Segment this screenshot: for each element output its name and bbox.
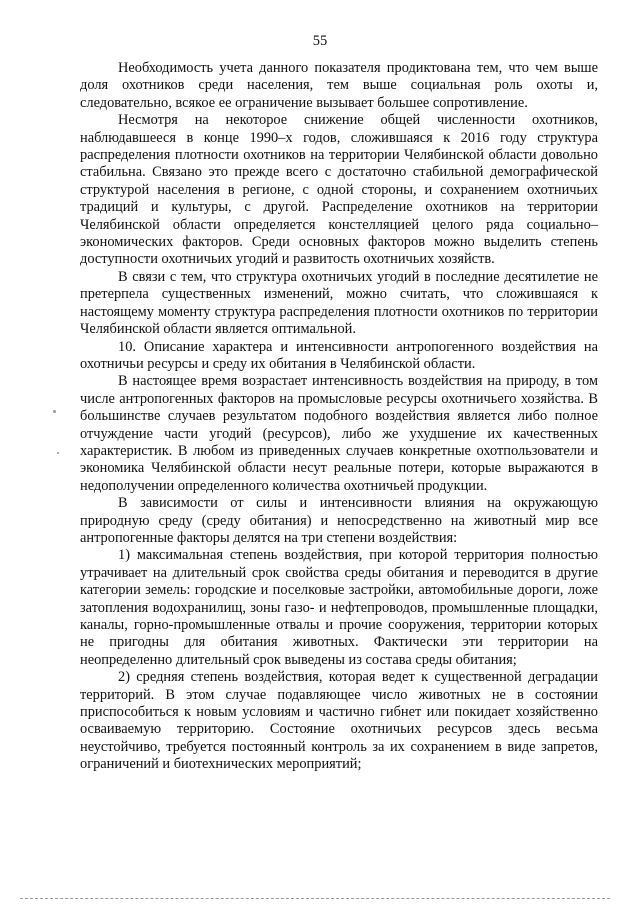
scan-speck [57,452,59,454]
page-number: 55 [312,33,328,49]
page-body [80,60,598,774]
list-item-maximal-impact: 1) максимальная степень воздействия, при которой территория полностью утрачивает на длительный срок свойства среды обитания и переводится в другие категории земель: городские и поселковые застройки, автомобильные дороги, ложе затопления водохранилищ, зоны газо- и нефтепроводов, промышленные площадки, каналы, горно-промышленные отвалы и прочие сооружения, территории которых не пригодны для обитания животных. Фактически эти территории на неопределенно длительный срок выведены из состава среды обитания; [80,547,598,668]
paragraph-hunter-density-structure: Несмотря на некоторое снижение общей численности охотников, наблюдавшееся в конце 1990–х годов, сложившаяся к 2016 году структура распределения плотности охотников на территории Челябинской области довольно стабильна. Связано это прежде всего с достаточно стабильной демографической структурой населения в регионе, с одной стороны, и сохранением охотничьих традиций и культуры, с другой. Распределение охотников на территории Челябинской области определяется констелляцией целого ряда социально–экономических факторов. Среди основных факторов можно выделить степень доступности охотничьих угодий и развитость охотничьих хозяйств. [80,112,598,268]
list-item-medium-impact: 2) средняя степень воздействия, которая ведет к существенной деградации территорий. В этом случае подавляющее число животных не в состоянии приспособиться к новым условиям и частично гибнет или покидает хозяйственно осваиваемую территорию. Состояние охотничьих ресурсов здесь весьма неустойчиво, требуется постоянный контроль за их сохранением в виде запретов, ограничений и биотехнических мероприятий; [80,669,598,773]
paragraph-impact-degrees-intro: В зависимости от силы и интенсивности влияния на окружающую природную среду (среду обитания) и непосредственно на животный мир все антропогенные факторы делятся на три степени воздействия: [80,495,598,546]
section-heading-10: 10. Описание характера и интенсивности антропогенного воздействия на охотничьи ресурсы и среду их обитания в Челябинской области. [80,338,598,372]
scan-speck [53,410,56,413]
paragraph-optimal-structure: В связи с тем, что структура охотничьих угодий в последние десятилетие не претерпела существенных изменений, можно считать, что сложившаяся к настоящему моменту структура распределения плотности охотников по территории Челябинской области является оптимальной. [80,268,598,338]
scan-bottom-edge [20,898,610,899]
paragraph-impact-intensity: В настоящее время возрастает интенсивность воздействия на природу, в том числе антропогенных факторов на промысловые ресурсы охотничьего хозяйства. В большинстве случаев результатом подобного воздействия является либо полное отчуждение части угодий (ресурсов), либо же ухудшение их качественных характеристик. В любом из приведенных случаев конкретные охотпользователи и экономика Челябинской области несут реальные потери, которые выражаются в недополучении определенного количества охотничьей продукции. [80,373,598,494]
paragraph-indicator-rationale: Необходимость учета данного показателя продиктована тем, что чем выше доля охотников среди населения, тем выше социальная роль охоты и, следовательно, всякое ее ограничение вызывает большее сопротивление. [80,60,598,111]
